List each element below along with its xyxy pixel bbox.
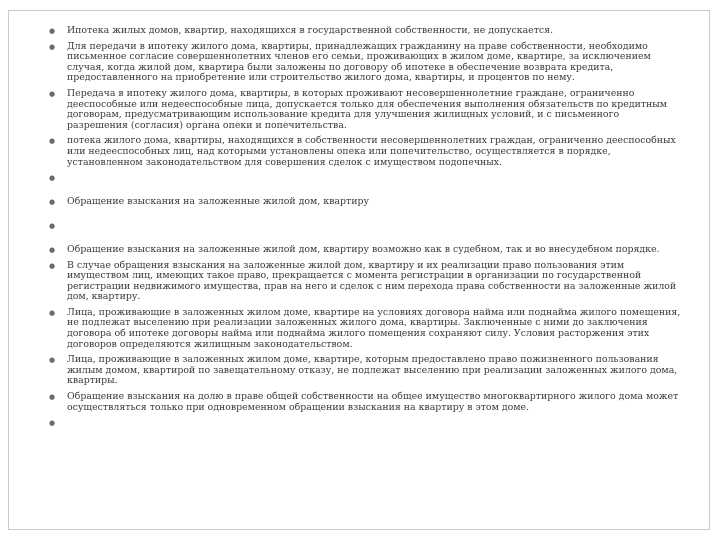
bullet-icon: ● — [49, 261, 56, 270]
bullet-icon: ● — [49, 89, 56, 98]
content-frame — [8, 10, 710, 530]
list-item-text: потека жилого дома, квартиры, находящихся в собственности несовершеннолетних граждан, ограниченно дееспособных или недееспособных лиц, над которыми установлены опека или попечительство, осуществляется в порядке, установленном законодательством для совершения сделок с имуществом подопечных. — [67, 135, 676, 168]
bullet-icon: ● — [49, 42, 56, 51]
bullet-list — [9, 26, 711, 442]
list-item-text: Обращение взыскания на заложенные жилой дом, квартиру возможно как в судебном, так и во внесудебном порядке. — [67, 243, 660, 255]
bullet-icon: ● — [49, 197, 56, 206]
list-item-text: Для передачи в ипотеку жилого дома, квартиры, принадлежащих гражданину на праве собственности, необходимо письменное согласие совершеннолетних членов его семьи, проживающих в жилом доме, квартире, за исключением случая, когда жилой дом, квартира были заложены по договору об ипотеке в обеспечение возврата кредита, предоставленного на приобретение или строительство жилого дома, квартиры, и процентов по нему. — [67, 40, 651, 84]
list-item — [9, 392, 711, 413]
list-item-text: Ипотека жилых домов, квартир, находящихся в государственной собственности, не допускается. — [67, 25, 554, 36]
bullet-icon: ● — [49, 27, 56, 35]
bullet-icon: ● — [49, 222, 56, 231]
list-item — [9, 42, 711, 84]
list-item — [9, 197, 711, 208]
list-item-empty — [9, 173, 711, 184]
list-item — [9, 26, 711, 37]
list-item-empty — [9, 221, 711, 232]
list-item — [9, 261, 711, 303]
list-item-text: В случае обращения взыскания на заложенные жилой дом, квартиру и их реализации право пользования этим имуществом лиц, имеющих такое право, прекращается с момента регистрации в организации по государственной регистрации недвижимого имущества, прав на него и сделок с ним перехода права собственности на заложенные жилой дом, квартиру. — [67, 259, 677, 303]
bullet-icon: ● — [49, 137, 56, 146]
bullet-icon: ● — [49, 419, 56, 428]
list-item — [9, 245, 711, 256]
bullet-icon: ● — [49, 393, 56, 402]
list-item-empty — [9, 418, 711, 429]
list-item-text: Лица, проживающие в заложенных жилом доме, квартире на условиях договора найма или поднайма жилого помещения, не подлежат выселению при реализации заложенных жилого дома, квартиры. Заключенные с ними до заключения договора об ипотеке договоры найма или поднайма жилого помещения сохраняют силу. Условия расторжения этих договоров определяются жилищным законодательством. — [67, 306, 681, 350]
list-item-text: Обращение взыскания на заложенные жилой дом, квартиру — [67, 195, 369, 207]
list-item-text: Передача в ипотеку жилого дома, квартиры, в которых проживают несовершеннолетние граждане, ограниченно дееспособные или недееспособные лица, допускается только для обеспечения выполнения обязательств по кредитным договорам, предусматривающим использование кредита для улучшения жилищных условий, и с письменного разрешения (согласия) органа опеки и попечительства. — [67, 87, 668, 131]
list-item — [9, 89, 711, 131]
bullet-icon: ● — [49, 245, 56, 254]
bullet-icon: ● — [49, 356, 56, 365]
list-item — [9, 136, 711, 168]
list-item — [9, 308, 711, 350]
list-item-text: Обращение взыскания на долю в праве общей собственности на общее имущество многоквартирного жилого дома может осуществляться только при одновременном обращении взыскания на квартиру в этом доме. — [67, 391, 679, 413]
list-item — [9, 355, 711, 387]
bullet-icon: ● — [49, 308, 56, 317]
list-item-text: Лица, проживающие в заложенных жилом доме, квартире, которым предоставлено право пожизненного пользования жилым домом, квартирой по завещательному отказу, не подлежат выселению при реализации заложенных жилого дома, квартиры. — [67, 354, 678, 387]
bullet-icon: ● — [49, 174, 56, 183]
